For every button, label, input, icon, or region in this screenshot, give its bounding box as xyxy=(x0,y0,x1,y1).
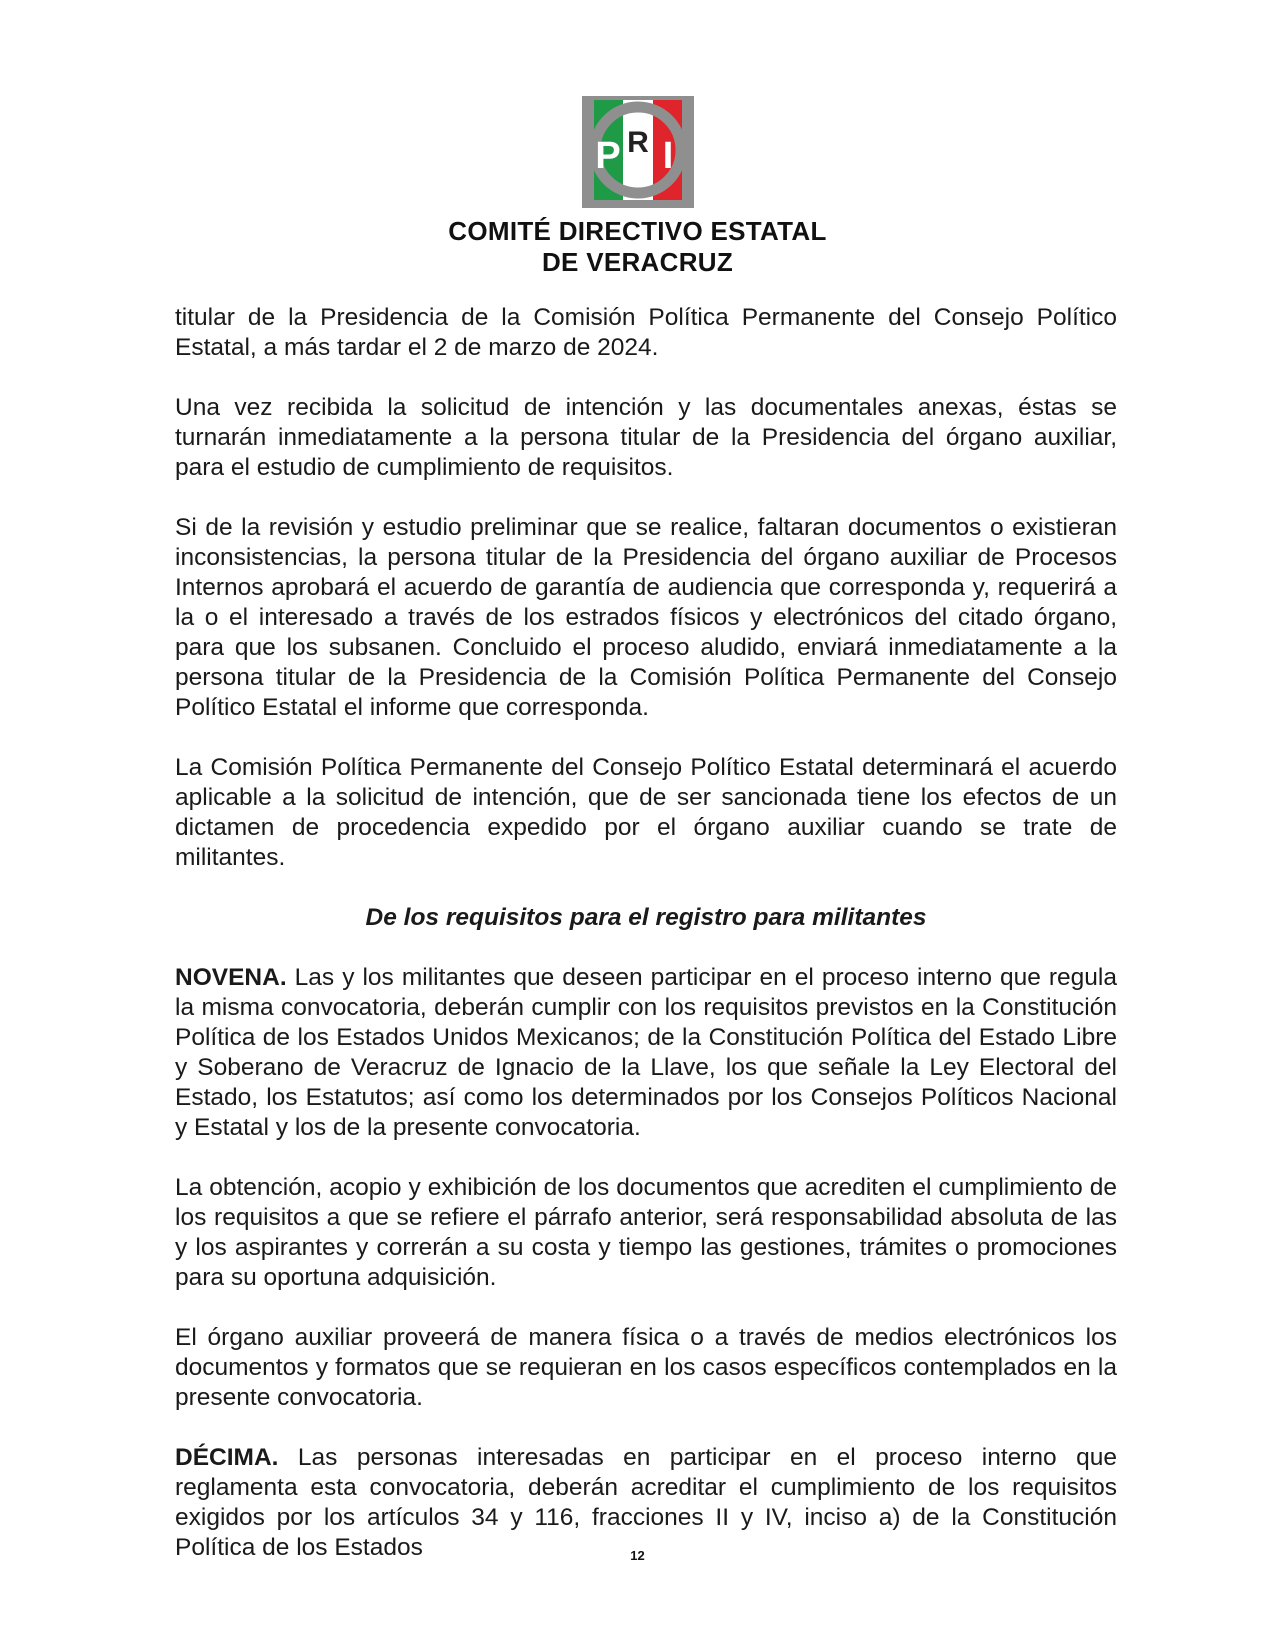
paragraph: Si de la revisión y estudio preliminar que se realice, faltaran documentos o existieran inconsistencias, la persona titular de la Presidencia del órgano auxiliar de Procesos Internos aprobará el acuerdo de garantía de audiencia que corresponda y, requerirá a la o el interesado a través de los estrados físicos y electrónicos del citado órgano, para que los subsanen. Concluido el proceso aludido, enviará inmediatamente a la persona titular de la Presidencia de la Comisión Política Permanente del Consejo Político Estatal el informe que corresponda. xyxy=(175,514,1117,721)
paragraph: Una vez recibida la solicitud de intención y las documentales anexas, éstas se turnarán inmediatamente a la persona titular de la Presidencia del órgano auxiliar, para el estudio de cumplimiento de requisitos. xyxy=(175,394,1117,481)
page-header xyxy=(0,96,1275,278)
document-body xyxy=(175,303,1117,1593)
clause-text: Las y los militantes que deseen participar en el proceso interno que regula la misma convocatoria, deberán cumplir con los requisitos previstos en la Constitución Política de los Estados Unidos Mexicanos; de la Constitución Política del Estado Libre y Soberano de Veracruz de Ignacio de la Llave, los que señale la Ley Electoral del Estado, los Estatutos; así como los determinados por los Consejos Políticos Nacional y Estatal y los de la presente convocatoria. xyxy=(175,964,1117,1141)
paragraph: titular de la Presidencia de la Comisión Política Permanente del Consejo Político Estatal, a más tardar el 2 de marzo de 2024. xyxy=(175,304,1117,361)
paragraph: La obtención, acopio y exhibición de los documentos que acrediten el cumplimiento de los requisitos a que se refiere el párrafo anterior, será responsabilidad absoluta de las y los aspirantes y correrán a su costa y tiempo las gestiones, trámites o promociones para su oportuna adquisición. xyxy=(175,1174,1117,1291)
svg-text:P: P xyxy=(594,135,621,177)
svg-text:R: R xyxy=(626,126,649,159)
svg-text:I: I xyxy=(662,135,673,177)
clause-label: NOVENA. xyxy=(175,964,287,991)
clause-label: DÉCIMA. xyxy=(175,1444,279,1471)
org-name-line-1: COMITÉ DIRECTIVO ESTATAL xyxy=(448,216,827,246)
page-number: 12 xyxy=(630,1548,645,1563)
paragraph-decima xyxy=(175,1443,1117,1563)
org-name-line-2: DE VERACRUZ xyxy=(541,247,734,277)
paragraph: La Comisión Política Permanente del Consejo Político Estatal determinará el acuerdo aplicable a la solicitud de intención, que de ser sancionada tiene los efectos de un dictamen de procedencia expedido por el órgano auxiliar cuando se trate de militantes. xyxy=(175,754,1117,871)
pri-logo xyxy=(582,96,694,208)
clause-text: Las personas interesadas en participar en el proceso interno que reglamenta esta convocatoria, deberán acreditar el cumplimiento de los requisitos exigidos por los artículos 34 y 116, fracciones II y IV, inciso a) de la Constitución Política de los Estados xyxy=(175,1444,1117,1561)
org-name xyxy=(0,216,1275,278)
paragraph-novena xyxy=(175,963,1117,1143)
section-heading: De los requisitos para el registro para militantes xyxy=(365,904,927,931)
paragraph: El órgano auxiliar proveerá de manera física o a través de medios electrónicos los documentos y formatos que se requieran en los casos específicos contemplados en la presente convocatoria. xyxy=(175,1324,1117,1411)
